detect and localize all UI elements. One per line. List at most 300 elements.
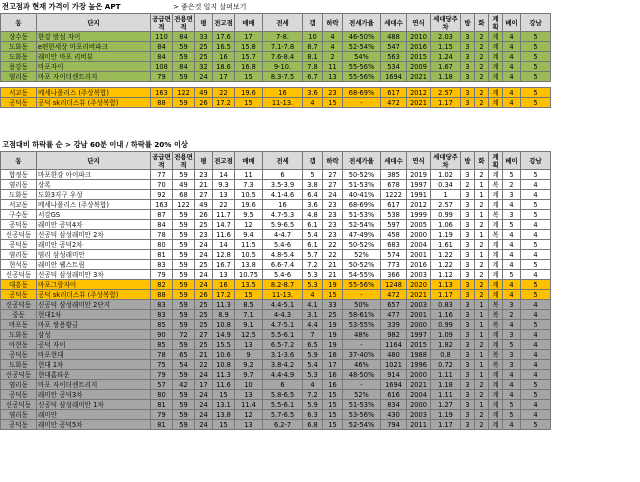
cell-rooms: 3 (461, 380, 475, 390)
cell-gap: 7.8 (303, 62, 323, 72)
header-baths: 화 (475, 152, 489, 170)
cell-gangnam: 4 (521, 230, 551, 240)
cell-exclusive-area: 59 (173, 310, 195, 320)
cell-sale-price: 9.5 (235, 210, 263, 220)
cell-decline: 24 (323, 190, 343, 200)
cell-decline: 15 (323, 420, 343, 430)
cell-bays: 2 (503, 310, 521, 320)
cell-jeonse-ratio: 50-52% (343, 240, 381, 250)
cell-jeonse-ratio: 58-61% (343, 310, 381, 320)
cell-rooms: 3 (461, 330, 475, 340)
cell-jeonse-ratio: 54% (343, 52, 381, 62)
table-row (1, 250, 551, 260)
cell-rooms: 3 (461, 250, 475, 260)
cell-complex: 현대1차 (37, 310, 151, 320)
cell-dong: 공덕동 (1, 390, 37, 400)
cell-prev-high: 13 (213, 270, 235, 280)
cell-layout: 계 (489, 410, 503, 420)
cell-baths: 2 (475, 380, 489, 390)
cell-decline: 19 (323, 340, 343, 350)
cell-supply-area: 87 (151, 210, 173, 220)
cell-sale-price: 9 (235, 350, 263, 360)
cell-supply-area: 85 (151, 320, 173, 330)
cell-built-year: 1991 (407, 190, 431, 200)
cell-baths: 2 (475, 72, 489, 82)
cell-bays: 4 (503, 240, 521, 250)
cell-decline: 18 (323, 350, 343, 360)
cell-built-year: 2016 (407, 42, 431, 52)
cell-jeonse-ratio: 52% (343, 250, 381, 260)
cell-gap: 6.1 (303, 240, 323, 250)
cell-dong: 신공덕동 (1, 370, 37, 380)
cell-decline: 16 (323, 380, 343, 390)
cell-layout: 계 (489, 72, 503, 82)
cell-pyeong: 24 (195, 400, 213, 410)
cell-gangnam: 4 (521, 350, 551, 360)
header-bays: 베이 (503, 14, 521, 32)
header-parking-per-household: 세대당주차 (431, 14, 461, 32)
cell-rooms: 3 (461, 170, 475, 180)
cell-households: 1222 (381, 190, 407, 200)
cell-parking-per-household: 2.57 (431, 200, 461, 210)
cell-gangnam: 5 (521, 280, 551, 290)
cell-complex: 마포 자이더센트리지 (37, 380, 151, 390)
cell-gap: 5.3 (303, 270, 323, 280)
cell-baths: 1 (475, 210, 489, 220)
cell-jeonse-ratio: 52-54% (343, 420, 381, 430)
table-row (1, 420, 551, 430)
cell-dong: 신공덕동 (1, 300, 37, 310)
cell-parking-per-household: 1.18 (431, 72, 461, 82)
header-dong: 동 (1, 14, 37, 32)
cell-rooms: 3 (461, 220, 475, 230)
header-decline: 하락 (323, 14, 343, 32)
cell-rooms: 3 (461, 340, 475, 350)
cell-baths: 1 (475, 320, 489, 330)
cell-exclusive-area: 59 (173, 72, 195, 82)
cell-gangnam: 5 (521, 42, 551, 52)
cell-rooms: 3 (461, 72, 475, 82)
cell-gangnam: 4 (521, 270, 551, 280)
cell-baths: 2 (475, 240, 489, 250)
cell-built-year: 2012 (407, 200, 431, 210)
cell-gap: 6.1 (303, 220, 323, 230)
cell-sale-price: 15 (235, 72, 263, 82)
cell-gap: 3.6 (303, 88, 323, 98)
cell-prev-high: 14.7 (213, 220, 235, 230)
cell-layout: 복 (489, 360, 503, 370)
cell-supply-area: 92 (151, 190, 173, 200)
cell-dong: 합정동 (1, 170, 37, 180)
cell-complex: 래미안 공덕5차 (37, 420, 151, 430)
table-row (1, 32, 551, 42)
cell-bays: 3 (503, 330, 521, 340)
cell-parking-per-household: 0.8 (431, 350, 461, 360)
cell-dong: 염리동 (1, 250, 37, 260)
cell-baths: 2 (475, 62, 489, 72)
cell-supply-area: 75 (151, 360, 173, 370)
cell-prev-high: 13.8 (213, 410, 235, 420)
cell-sale-price: 10.75 (235, 270, 263, 280)
cell-bays: 4 (503, 250, 521, 260)
cell-supply-area: 79 (151, 270, 173, 280)
cell-supply-area: 90 (151, 330, 173, 340)
header-pyeong: 평 (195, 152, 213, 170)
cell-pyeong: 23 (195, 230, 213, 240)
cell-jeonse-ratio: - (343, 380, 381, 390)
cell-built-year: 2011 (407, 420, 431, 430)
cell-built-year: 2003 (407, 410, 431, 420)
header-prev-high: 전고점 (213, 14, 235, 32)
cell-gap: 7.2 (303, 260, 323, 270)
cell-exclusive-area: 84 (173, 62, 195, 72)
cell-dong: 염리동 (1, 72, 37, 82)
cell-gap: 3.6 (303, 200, 323, 210)
cell-jeonse: 5.4-6 (263, 240, 303, 250)
cell-exclusive-area: 54 (173, 360, 195, 370)
cell-jeonse: 9-10. (263, 62, 303, 72)
cell-exclusive-area: 59 (173, 370, 195, 380)
header-sale-price: 매매 (235, 152, 263, 170)
cell-bays: 3 (503, 300, 521, 310)
cell-gap: 3.8 (303, 180, 323, 190)
table-row (1, 410, 551, 420)
cell-prev-high: 15.5 (213, 340, 235, 350)
cell-built-year: 2020 (407, 280, 431, 290)
cell-dong: 상수동 (1, 32, 37, 42)
header-parking-per-household: 세대당주차 (431, 152, 461, 170)
table-row (1, 190, 551, 200)
cell-decline: 15 (323, 98, 343, 108)
cell-parking-per-household: 1.12 (431, 270, 461, 280)
cell-exclusive-area: 59 (173, 230, 195, 240)
cell-layout: 복 (489, 310, 503, 320)
cell-baths: 1 (475, 250, 489, 260)
cell-dong: 신공덕동 (1, 400, 37, 410)
cell-dong: 염리동 (1, 180, 37, 190)
cell-bays: 4 (503, 98, 521, 108)
cell-decline: 22 (323, 240, 343, 250)
cell-prev-high: 17 (213, 72, 235, 82)
cell-bays: 4 (503, 370, 521, 380)
cell-baths: 2 (475, 98, 489, 108)
cell-supply-area: 79 (151, 370, 173, 380)
cell-gangnam: 5 (521, 320, 551, 330)
cell-rooms: 3 (461, 400, 475, 410)
cell-jeonse: 6 (263, 170, 303, 180)
cell-decline: 23 (323, 210, 343, 220)
cell-jeonse-ratio: 53-55% (343, 320, 381, 330)
cell-sale-price: 13 (235, 340, 263, 350)
cell-supply-area: 88 (151, 98, 173, 108)
cell-layout: 계 (489, 190, 503, 200)
cell-parking-per-household: 0.83 (431, 300, 461, 310)
cell-gap: 4.4 (303, 320, 323, 330)
cell-complex: 메세나폴리스 (주상복합) (37, 88, 151, 98)
cell-built-year: 2015 (407, 340, 431, 350)
table-row (1, 270, 551, 280)
cell-dong: 도화동 (1, 330, 37, 340)
cell-built-year: 2003 (407, 300, 431, 310)
cell-gangnam: 5 (521, 62, 551, 72)
cell-sale-price: 7.3 (235, 180, 263, 190)
cell-rooms: 3 (461, 98, 475, 108)
cell-jeonse: 4.4-4.9 (263, 370, 303, 380)
cell-prev-high: 16 (213, 52, 235, 62)
section2-title: 고점대비 하락률 순 > 강남 60분 이내 / 하락률 20% 이상 (2, 140, 188, 149)
cell-parking-per-household: 0.99 (431, 320, 461, 330)
cell-dong: 공덕동 (1, 350, 37, 360)
cell-gangnam: 5 (521, 200, 551, 210)
cell-exclusive-area: 59 (173, 52, 195, 62)
header-gap: 갭 (303, 152, 323, 170)
cell-rooms: 3 (461, 300, 475, 310)
cell-jeonse: 16 (263, 88, 303, 98)
header-rooms: 방 (461, 14, 475, 32)
section1-title: 전고점과 현재 가격이 가장 높은 APT (2, 2, 121, 11)
cell-jeonse: 5.9-6.5 (263, 220, 303, 230)
cell-jeonse-ratio: 52-54% (343, 220, 381, 230)
cell-pyeong: 25 (195, 52, 213, 62)
cell-gangnam: 4 (521, 340, 551, 350)
cell-gap: 3.1 (303, 310, 323, 320)
cell-complex: 래미안 공덕4차 (37, 220, 151, 230)
cell-exclusive-area: 59 (173, 250, 195, 260)
cell-rooms: 3 (461, 290, 475, 300)
cell-sale-price: 17 (235, 32, 263, 42)
cell-gangnam: 4 (521, 370, 551, 380)
cell-jeonse: 8.3-7.5 (263, 72, 303, 82)
cell-supply-area: 88 (151, 290, 173, 300)
cell-households: 773 (381, 260, 407, 270)
cell-jeonse-ratio: 46-50% (343, 32, 381, 42)
cell-gangnam: 5 (521, 98, 551, 108)
cell-dong: 신공덕동 (1, 270, 37, 280)
cell-layout: 복 (489, 230, 503, 240)
cell-built-year: 2021 (407, 98, 431, 108)
cell-built-year: 2009 (407, 62, 431, 72)
table-row (1, 200, 551, 210)
cell-parking-per-household: 1.22 (431, 250, 461, 260)
cell-gap: 4 (303, 380, 323, 390)
cell-jeonse: 7.6-8.4 (263, 52, 303, 62)
cell-jeonse-ratio: 37-40% (343, 350, 381, 360)
cell-decline: 23 (323, 220, 343, 230)
cell-supply-area: 80 (151, 390, 173, 400)
cell-gangnam: 5 (521, 72, 551, 82)
header-prev-high: 전고점 (213, 152, 235, 170)
cell-parking-per-household: 1.17 (431, 290, 461, 300)
cell-exclusive-area: 59 (173, 290, 195, 300)
cell-rooms: 3 (461, 200, 475, 210)
cell-sale-price: 13.8 (235, 260, 263, 270)
cell-supply-area: 81 (151, 250, 173, 260)
cell-prev-high: 9.3 (213, 180, 235, 190)
cell-dong: 공덕동 (1, 98, 37, 108)
cell-jeonse: 5.7-6.5 (263, 410, 303, 420)
cell-sale-price: 9.4 (235, 230, 263, 240)
cell-layout: 계 (489, 88, 503, 98)
cell-complex: 래미안 공덕2차 (37, 240, 151, 250)
cell-prev-high: 22 (213, 88, 235, 98)
cell-layout: 계 (489, 220, 503, 230)
cell-parking-per-household: 1.06 (431, 220, 461, 230)
cell-dong: 서교동 (1, 200, 37, 210)
cell-households: 617 (381, 88, 407, 98)
header-pyeong: 평 (195, 14, 213, 32)
cell-sale-price: 15 (235, 98, 263, 108)
cell-baths: 2 (475, 42, 489, 52)
cell-built-year: 1988 (407, 350, 431, 360)
cell-rooms: 3 (461, 320, 475, 330)
table-row (1, 310, 551, 320)
cell-sale-price: 12.5 (235, 330, 263, 340)
cell-complex: 공덕 sk리더스뷰 (주상복합) (37, 98, 151, 108)
cell-exclusive-area: 59 (173, 98, 195, 108)
cell-decline: 27 (323, 180, 343, 190)
cell-supply-area: 79 (151, 410, 173, 420)
cell-baths: 1 (475, 400, 489, 410)
cell-decline: 21 (323, 260, 343, 270)
header-gangnam: 강남 (521, 152, 551, 170)
cell-households: 678 (381, 180, 407, 190)
cell-households: 617 (381, 200, 407, 210)
cell-built-year: 2005 (407, 220, 431, 230)
cell-complex: 래미안 공덕3차 (37, 390, 151, 400)
cell-parking-per-household: 1.16 (431, 310, 461, 320)
cell-parking-per-household: 1.13 (431, 280, 461, 290)
cell-sale-price: 9.1 (235, 320, 263, 330)
header-dong: 동 (1, 152, 37, 170)
cell-households: 430 (381, 410, 407, 420)
cell-pyeong: 25 (195, 310, 213, 320)
cell-baths: 1 (475, 330, 489, 340)
cell-pyeong: 21 (195, 180, 213, 190)
cell-sale-price: 16.8 (235, 62, 263, 72)
cell-gangnam: 5 (521, 290, 551, 300)
cell-rooms: 3 (461, 210, 475, 220)
cell-jeonse: 16 (263, 200, 303, 210)
cell-pyeong: 24 (195, 420, 213, 430)
cell-dong: 서교동 (1, 88, 37, 98)
cell-supply-area: 83 (151, 310, 173, 320)
cell-rooms: 3 (461, 190, 475, 200)
cell-exclusive-area: 59 (173, 410, 195, 420)
cell-dong: 도화동 (1, 42, 37, 52)
cell-parking-per-household: 0.99 (431, 210, 461, 220)
cell-households: 914 (381, 370, 407, 380)
cell-decline: 16 (323, 370, 343, 380)
cell-baths: 2 (475, 340, 489, 350)
cell-gap: 6.7 (303, 72, 323, 82)
table-row (1, 180, 551, 190)
cell-dong: 공덕동 (1, 240, 37, 250)
cell-exclusive-area: 68 (173, 190, 195, 200)
table-row (1, 72, 551, 82)
table-row (1, 220, 551, 230)
cell-pyeong: 25 (195, 42, 213, 52)
cell-baths: 2 (475, 220, 489, 230)
cell-households: 574 (381, 250, 407, 260)
cell-jeonse-ratio: - (343, 290, 381, 300)
cell-pyeong: 25 (195, 300, 213, 310)
cell-jeonse: 11-13. (263, 290, 303, 300)
cell-parking-per-household: 1.02 (431, 170, 461, 180)
cell-jeonse: 5.5-6.1 (263, 330, 303, 340)
cell-built-year: 2016 (407, 260, 431, 270)
cell-decline: 19 (323, 330, 343, 340)
cell-households: 480 (381, 350, 407, 360)
cell-bays: 4 (503, 280, 521, 290)
cell-supply-area: 84 (151, 42, 173, 52)
header-layout: 계획 (489, 14, 503, 32)
cell-jeonse: 5.8-6.5 (263, 390, 303, 400)
cell-bays: 4 (503, 260, 521, 270)
cell-parking-per-household: 2.03 (431, 32, 461, 42)
cell-prev-high: 12.8 (213, 250, 235, 260)
cell-complex: 신공덕 삼성래미안 2차 (37, 230, 151, 240)
cell-exclusive-area: 65 (173, 350, 195, 360)
table-row (1, 330, 551, 340)
cell-built-year: 2004 (407, 240, 431, 250)
cell-parking-per-household: 1.82 (431, 340, 461, 350)
cell-parking-per-household: 1.09 (431, 330, 461, 340)
cell-households: 616 (381, 390, 407, 400)
cell-layout: 계 (489, 420, 503, 430)
cell-pyeong: 25 (195, 320, 213, 330)
cell-dong: 염리동 (1, 410, 37, 420)
cell-layout: 계 (489, 280, 503, 290)
cell-exclusive-area: 59 (173, 170, 195, 180)
cell-gap: 4.8 (303, 210, 323, 220)
cell-sale-price: 13.5 (235, 280, 263, 290)
cell-households: 458 (381, 230, 407, 240)
cell-exclusive-area: 59 (173, 210, 195, 220)
cell-bays: 5 (503, 340, 521, 350)
cell-jeonse: 4.8-5.4 (263, 250, 303, 260)
cell-prev-high: 13 (213, 190, 235, 200)
table-row (1, 260, 551, 270)
cell-built-year: 1996 (407, 360, 431, 370)
cell-rooms: 3 (461, 230, 475, 240)
cell-complex: 신공덕 삼성래미안 2단지 (37, 300, 151, 310)
cell-bays: 4 (503, 390, 521, 400)
cell-baths: 2 (475, 390, 489, 400)
cell-sale-price: 15.8 (235, 42, 263, 52)
cell-supply-area: 77 (151, 170, 173, 180)
cell-households: 366 (381, 270, 407, 280)
cell-dong: 대흥동 (1, 280, 37, 290)
cell-rooms: 3 (461, 350, 475, 360)
cell-gap: 5.3 (303, 280, 323, 290)
cell-decline: 23 (323, 200, 343, 210)
cell-jeonse: 3.1-3.6 (263, 350, 303, 360)
cell-complex: 메세나폴리스 (주상복합) (37, 200, 151, 210)
cell-prev-high: 10.8 (213, 320, 235, 330)
cell-gap: 7 (303, 330, 323, 340)
cell-baths: 2 (475, 170, 489, 180)
cell-households: 683 (381, 240, 407, 250)
cell-households: 1694 (381, 380, 407, 390)
cell-jeonse: 6.5-7.2 (263, 340, 303, 350)
cell-dong: 공덕동 (1, 290, 37, 300)
cell-layout: 계 (489, 400, 503, 410)
cell-decline: 22 (323, 250, 343, 260)
cell-jeonse: 7-8. (263, 32, 303, 42)
cell-bays: 5 (503, 170, 521, 180)
cell-pyeong: 32 (195, 62, 213, 72)
cell-households: 982 (381, 330, 407, 340)
